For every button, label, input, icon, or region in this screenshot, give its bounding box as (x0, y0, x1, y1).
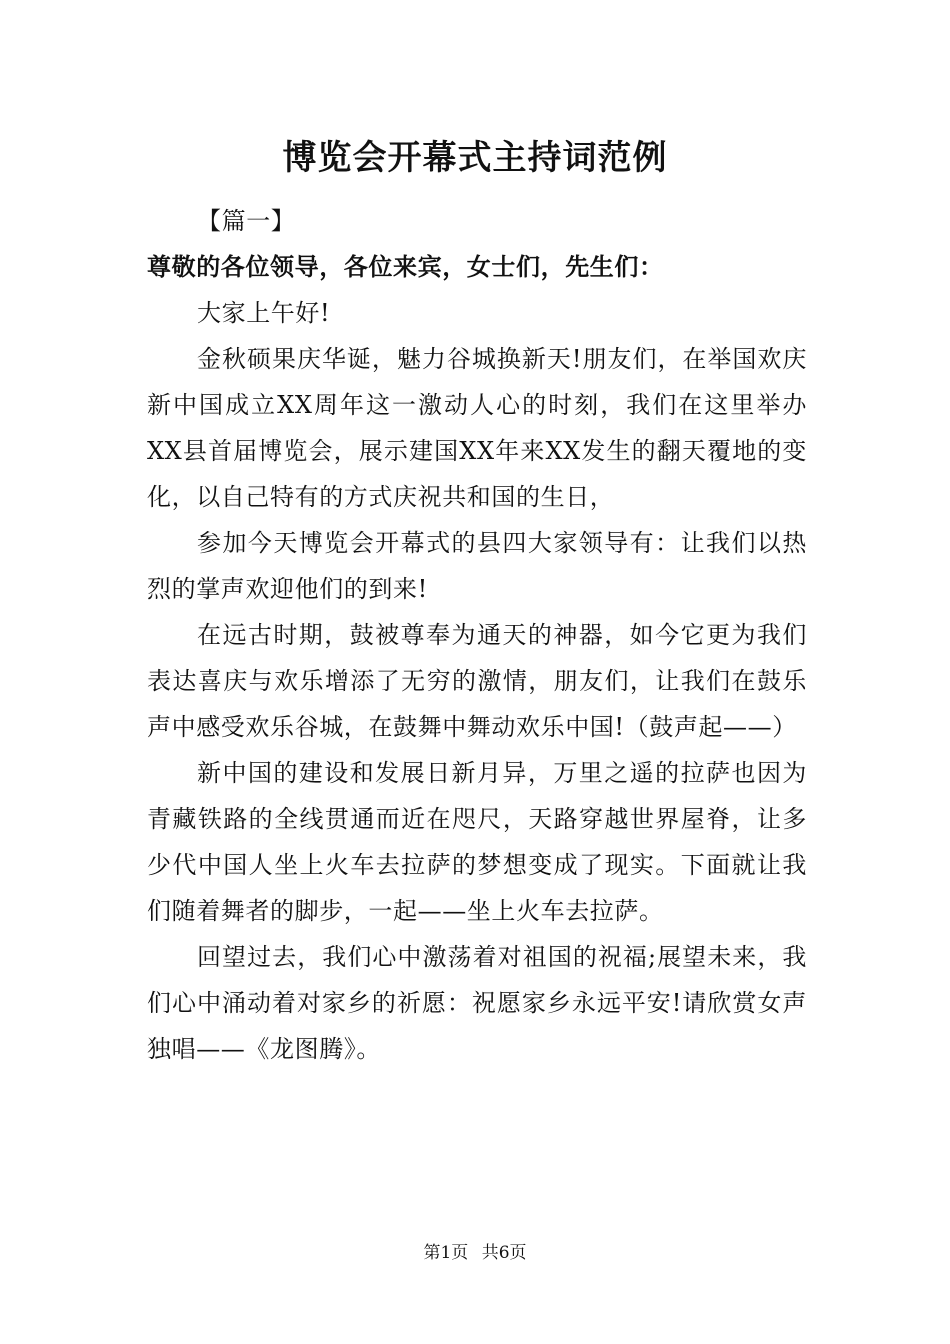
paragraph-closing: 回望过去，我们心中激荡着对祖国的祝福;展望未来，我们心中涌动着对家乡的祈愿：祝愿家乡永远平安!请欣赏女声独唱——《龙图腾》。 (147, 943, 807, 1063)
paragraph-greeting: 大家上午好! (197, 299, 331, 327)
paragraph-lhasa: 新中国的建设和发展日新月异，万里之遥的拉萨也因为青藏铁路的全线贯通而近在咫尺，天路穿越世界屋脊，让多少代中国人坐上火车去拉萨的梦想变成了现实。下面就让我们随着舞者的脚步，一起——坐上火车去拉萨。 (147, 759, 807, 925)
page-footer (0, 1241, 950, 1265)
page-total: 共6页 (481, 1243, 527, 1263)
page-number: 第1页 (423, 1243, 469, 1263)
paragraph-opening: 金秋硕果庆华诞，魅力谷城换新天!朋友们，在举国欢庆新中国成立XX周年这一激动人心的时刻，我们在这里举办XX县首届博览会，展示建国XX年来XX发生的翻天覆地的变化，以自己特有的方式庆祝共和国的生日， (147, 345, 807, 511)
document-body (147, 198, 807, 1072)
salutation: 尊敬的各位领导，各位来宾，女士们，先生们： (147, 252, 664, 281)
paragraph-leaders: 参加今天博览会开幕式的县四大家领导有：让我们以热烈的掌声欢迎他们的到来! (147, 529, 807, 603)
section-heading: 【篇一】 (197, 207, 296, 235)
document-title: 博览会开幕式主持词范例 (282, 138, 668, 178)
paragraph-drum: 在远古时期，鼓被尊奉为通天的神器，如今它更为我们表达喜庆与欢乐增添了无穷的激情，朋友们，让我们在鼓乐声中感受欢乐谷城，在鼓舞中舞动欢乐中国!（鼓声起——） (147, 621, 807, 741)
